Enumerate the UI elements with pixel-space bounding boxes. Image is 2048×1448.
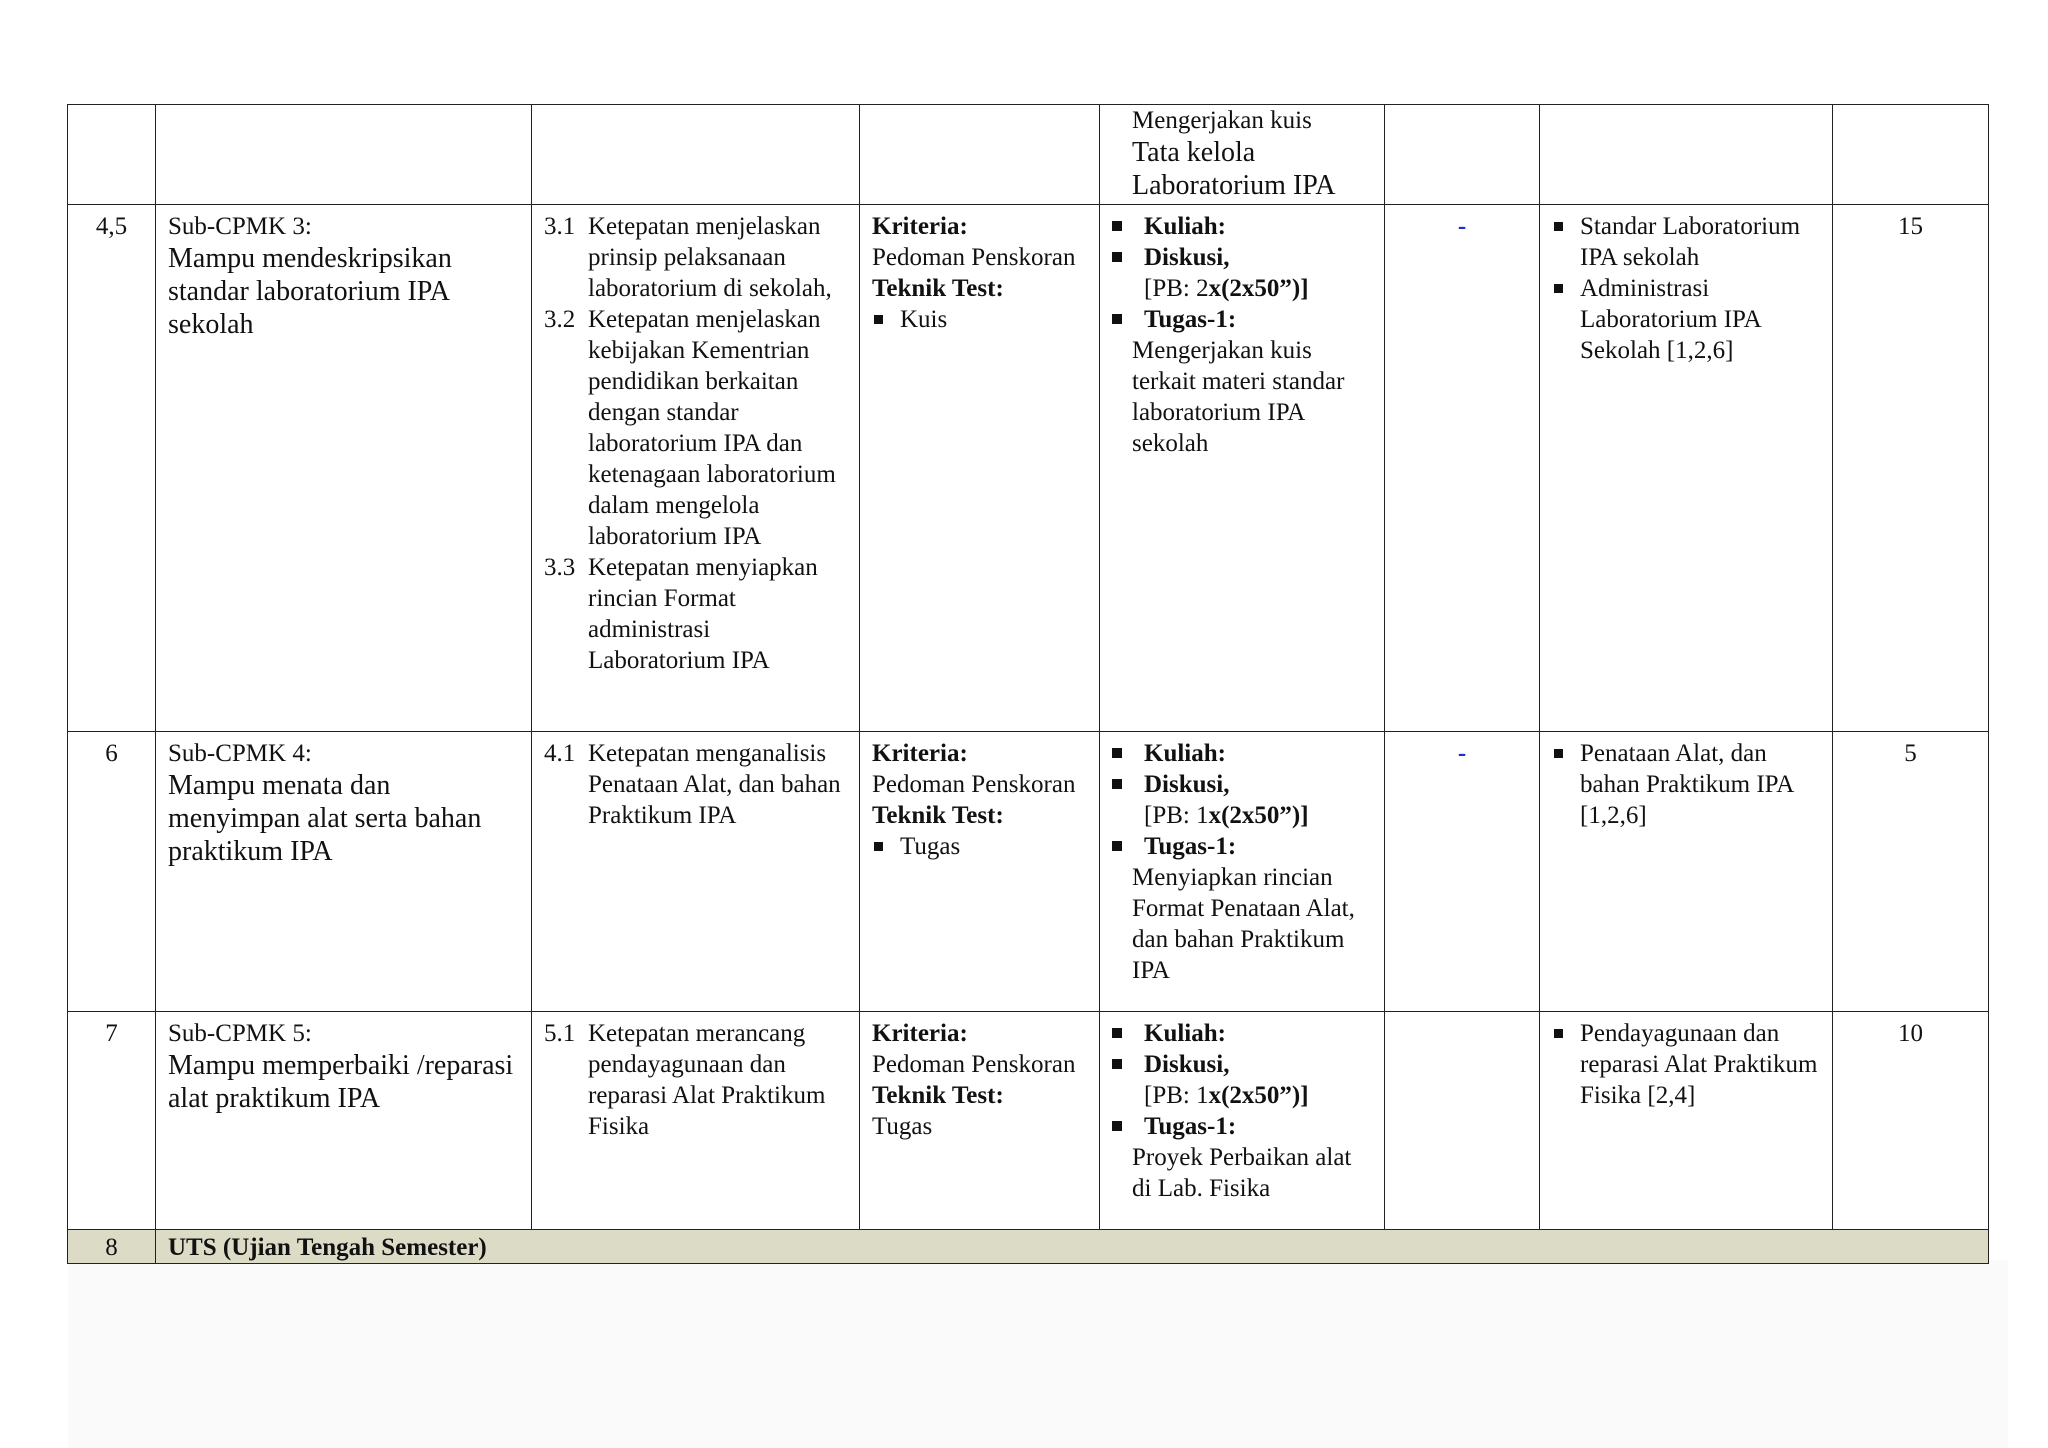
cell-indicators xyxy=(532,732,860,1012)
technique-text: Tugas xyxy=(872,1113,933,1140)
method-line: Tata kelola xyxy=(1132,137,1256,168)
subcpmk-text: Mampu memperbaiki /reparasi alat praktikum IPA xyxy=(168,1050,514,1114)
materials-list xyxy=(1552,211,1820,366)
tugas-label: Tugas-1: xyxy=(1112,304,1372,335)
criteria-label: Kriteria: xyxy=(872,740,968,767)
technique-label: Teknik Test: xyxy=(872,1082,1004,1109)
material-item: Pendayagunaan dan reparasi Alat Praktikum Fisika [2,4] xyxy=(1552,1018,1820,1111)
tugas-text: Mengerjakan kuis terkait materi standar laboratorium IPA sekolah xyxy=(1132,337,1345,457)
table-row xyxy=(68,205,1989,732)
technique-list xyxy=(872,304,1087,335)
cell-daring: - xyxy=(1385,732,1540,1012)
tugas-label: Tugas-1: xyxy=(1112,831,1372,862)
material-item: Penataan Alat, dan bahan Praktikum IPA [1,2,6] xyxy=(1552,738,1820,831)
method-list xyxy=(1112,304,1372,335)
indicator-text: Ketepatan menjelaskan prinsip pelaksanaan laboratorium di sekolah, xyxy=(588,213,832,302)
pb-prefix: [PB: 1 xyxy=(1144,1082,1209,1109)
method-kuliah: Kuliah: xyxy=(1112,738,1372,769)
cell-materials xyxy=(1540,1012,1833,1230)
indicator-text: Ketepatan menganalisis Penataan Alat, dan bahan Praktikum IPA xyxy=(588,740,841,829)
method-line: Mengerjakan kuis xyxy=(1132,107,1312,134)
cell-criteria xyxy=(860,1012,1100,1230)
cell-criteria xyxy=(860,732,1100,1012)
cell-daring xyxy=(1385,105,1540,205)
technique-label: Teknik Test: xyxy=(872,275,1004,302)
indicator-number: 3.1 xyxy=(544,213,576,240)
tugas-text: Proyek Perbaikan alat di Lab. Fisika xyxy=(1132,1144,1352,1202)
method-line: Laboratorium IPA xyxy=(1132,170,1336,201)
pb-bold: x(2x50”)] xyxy=(1208,802,1309,829)
subcpmk-label: Sub-CPMK 4: xyxy=(168,740,312,767)
cell-materials xyxy=(1540,205,1833,732)
pb-line xyxy=(1112,800,1372,831)
material-item: Standar Laboratorium IPA sekolah xyxy=(1552,211,1820,273)
table-row xyxy=(68,732,1989,1012)
method-diskusi: Diskusi, xyxy=(1112,1049,1372,1080)
subcpmk-text: Mampu mendeskripsikan standar laboratorium IPA sekolah xyxy=(168,243,452,340)
method-list xyxy=(1112,1111,1372,1142)
cell-materials xyxy=(1540,105,1833,205)
table-row-continuation xyxy=(68,105,1989,205)
page-shade xyxy=(68,1260,2008,1448)
subcpmk-label: Sub-CPMK 3: xyxy=(168,213,312,240)
indicator-number: 4.1 xyxy=(544,740,576,767)
cell-subcpmk xyxy=(156,1012,532,1230)
indicator-item xyxy=(544,211,847,304)
method-list xyxy=(1112,831,1372,862)
cell-subcpmk xyxy=(156,732,532,1012)
cell-weight: 5 xyxy=(1833,732,1989,1012)
cell-subcpmk xyxy=(156,205,532,732)
pb-line xyxy=(1112,273,1372,304)
rps-table xyxy=(67,104,1989,1264)
cell-materials xyxy=(1540,732,1833,1012)
table-row-uts xyxy=(68,1230,1989,1264)
cell-daring: - xyxy=(1385,205,1540,732)
method-list xyxy=(1112,211,1372,273)
subcpmk-text: Mampu menata dan menyimpan alat serta bahan praktikum IPA xyxy=(168,770,482,867)
indicator-text: Ketepatan menyiapkan rincian Format administrasi Laboratorium IPA xyxy=(588,554,818,674)
tugas-text: Menyiapkan rincian Format Penataan Alat, dan bahan Praktikum IPA xyxy=(1132,864,1355,984)
technique-item: Kuis xyxy=(872,304,1087,335)
indicator-item xyxy=(544,304,847,552)
criteria-text: Pedoman Penskoran xyxy=(872,1051,1076,1078)
cell-method xyxy=(1100,205,1385,732)
technique-item: Tugas xyxy=(872,831,1087,862)
method-kuliah: Kuliah: xyxy=(1112,1018,1372,1049)
uts-label: UTS (Ujian Tengah Semester) xyxy=(156,1230,1989,1264)
cell-weight: 10 xyxy=(1833,1012,1989,1230)
indicator-number: 3.2 xyxy=(544,306,576,333)
cell-week xyxy=(68,105,156,205)
technique-list xyxy=(872,831,1087,862)
pb-prefix: [PB: 1 xyxy=(1144,802,1209,829)
technique-label: Teknik Test: xyxy=(872,802,1004,829)
criteria-label: Kriteria: xyxy=(872,213,968,240)
indicator-item xyxy=(544,1018,847,1142)
indicator-number: 5.1 xyxy=(544,1020,576,1047)
method-list xyxy=(1112,1018,1372,1080)
cell-indicators xyxy=(532,205,860,732)
materials-list xyxy=(1552,1018,1820,1111)
cell-week: 6 xyxy=(68,732,156,1012)
criteria-text: Pedoman Penskoran xyxy=(872,771,1076,798)
cell-weight: 15 xyxy=(1833,205,1989,732)
method-diskusi: Diskusi, xyxy=(1112,242,1372,273)
method-list xyxy=(1112,738,1372,800)
cell-week: 8 xyxy=(68,1230,156,1264)
cell-daring xyxy=(1385,1012,1540,1230)
cell-method xyxy=(1100,1012,1385,1230)
material-item: Administrasi Laboratorium IPA Sekolah [1,2,6] xyxy=(1552,273,1820,366)
cell-criteria xyxy=(860,205,1100,732)
method-diskusi: Diskusi, xyxy=(1112,769,1372,800)
tugas-label: Tugas-1: xyxy=(1112,1111,1372,1142)
cell-subcpmk xyxy=(156,105,532,205)
cell-indicators xyxy=(532,1012,860,1230)
subcpmk-label: Sub-CPMK 5: xyxy=(168,1020,312,1047)
cell-indicators xyxy=(532,105,860,205)
table-row xyxy=(68,1012,1989,1230)
cell-week: 4,5 xyxy=(68,205,156,732)
cell-method xyxy=(1100,105,1385,205)
pb-prefix: [PB: 2 xyxy=(1144,275,1209,302)
cell-week: 7 xyxy=(68,1012,156,1230)
pb-bold: x(2x50”)] xyxy=(1208,1082,1309,1109)
pb-line xyxy=(1112,1080,1372,1111)
cell-weight xyxy=(1833,105,1989,205)
cell-criteria xyxy=(860,105,1100,205)
criteria-label: Kriteria: xyxy=(872,1020,968,1047)
indicator-item xyxy=(544,738,847,831)
cell-method xyxy=(1100,732,1385,1012)
indicator-number: 3.3 xyxy=(544,554,576,581)
materials-list xyxy=(1552,738,1820,831)
pb-bold: x(2x50”)] xyxy=(1208,275,1309,302)
indicator-text: Ketepatan menjelaskan kebijakan Kementrian pendidikan berkaitan dengan standar laboratorium IPA dan ketenagaan laboratorium dalam mengelola laboratorium IPA xyxy=(588,306,836,550)
method-kuliah: Kuliah: xyxy=(1112,211,1372,242)
indicator-item xyxy=(544,552,847,676)
criteria-text: Pedoman Penskoran xyxy=(872,244,1076,271)
indicator-text: Ketepatan merancang pendayagunaan dan reparasi Alat Praktikum Fisika xyxy=(588,1020,826,1140)
